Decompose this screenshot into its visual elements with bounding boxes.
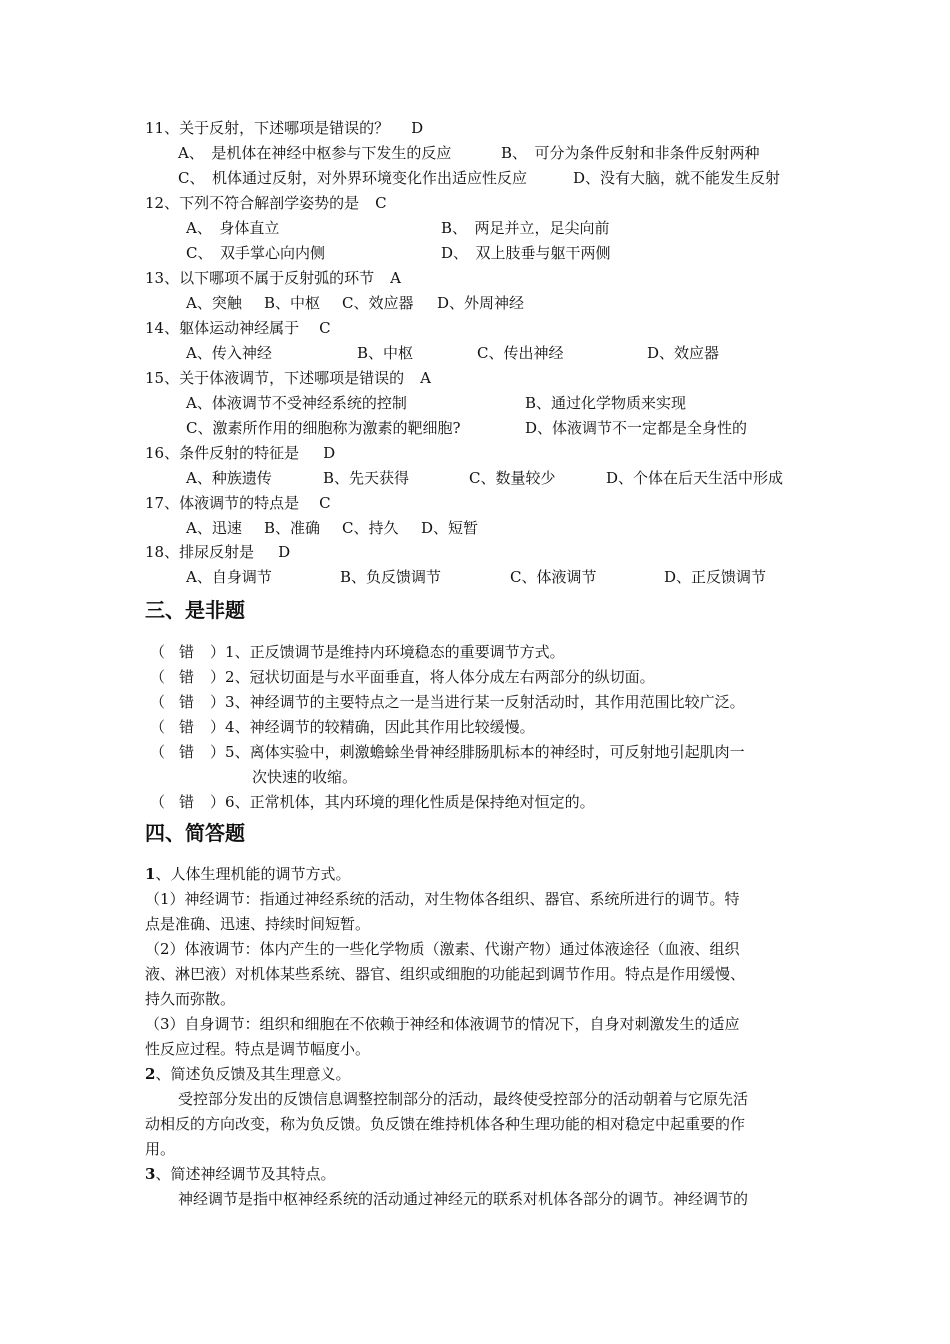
short-q1-p3-line2: 性反应过程。特点是调节幅度小。 <box>145 1040 371 1058</box>
q11-option-d: D、没有大脑，就不能发生反射 <box>573 169 781 187</box>
question-14-answer: C <box>319 319 331 337</box>
tf-item-1: （ 错 ）1、正反馈调节是维持内环境稳态的重要调节方式。 <box>150 643 565 661</box>
short-q1-p1-line2: 点是准确、迅速、持续时间短暂。 <box>145 915 371 933</box>
q15-option-a: A、体液调节不受神经系统的控制 <box>186 394 407 412</box>
question-18-stem: 18、排尿反射是 D <box>145 543 291 561</box>
question-12-stem: 12、下列不符合解剖学姿势的是 C <box>145 194 387 212</box>
q11-option-c: C、 机体通过反射，对外界环境变化作出适应性反应 <box>178 169 527 187</box>
q18-option-b: B、负反馈调节 <box>340 568 442 586</box>
question-17-answer: C <box>319 494 331 512</box>
question-18-answer: D <box>278 543 291 561</box>
tf-item-3: （ 错 ）3、神经调节的主要特点之一是当进行某一反射活动时，其作用范围比较广泛。 <box>150 693 745 711</box>
q14-option-c: C、传出神经 <box>477 344 564 362</box>
short-q2-line3: 用。 <box>145 1140 176 1158</box>
q13-option-a: A、突触 <box>186 294 242 312</box>
q11-option-b: B、 可分为条件反射和非条件反射两种 <box>501 144 760 162</box>
q17-option-c: C、持久 <box>342 519 399 537</box>
short-q1-p2-line3: 持久而弥散。 <box>145 990 236 1008</box>
short-q3-title: 3、简述神经调节及其特点。 <box>145 1165 336 1183</box>
q16-option-b: B、先天获得 <box>323 469 410 487</box>
q14-option-d: D、效应器 <box>647 344 720 362</box>
q17-option-a: A、迅速 <box>186 519 242 537</box>
q18-option-d: D、正反馈调节 <box>664 568 767 586</box>
q16-option-d: D、个体在后天生活中形成 <box>606 469 784 487</box>
question-16-answer: D <box>323 444 336 462</box>
question-14-stem: 14、躯体运动神经属于 C <box>145 319 331 337</box>
tf-item-5: （ 错 ）5、离体实验中，刺激蟾蜍坐骨神经腓肠肌标本的神经时，可反射地引起肌肉一 <box>150 743 745 761</box>
short-q3-line1: 神经调节是指中枢神经系统的活动通过神经元的联系对机体各部分的调节。神经调节的 <box>178 1190 749 1208</box>
question-17-stem: 17、体液调节的特点是 C <box>145 494 331 512</box>
q15-option-c: C、激素所作用的细胞称为激素的靶细胞? <box>186 419 461 437</box>
question-15-answer: A <box>420 369 431 387</box>
q11-option-a: A、 是机体在神经中枢参与下发生的反应 <box>178 144 452 162</box>
short-q2-title: 2、简述负反馈及其生理意义。 <box>145 1065 351 1083</box>
q18-option-a: A、自身调节 <box>186 568 272 586</box>
q15-option-d: D、体液调节不一定都是全身性的 <box>525 419 748 437</box>
q17-option-d: D、短暂 <box>421 519 479 537</box>
q18-option-c: C、体液调节 <box>510 568 597 586</box>
q13-option-c: C、效应器 <box>342 294 414 312</box>
q15-option-b: B、通过化学物质来实现 <box>525 394 687 412</box>
tf-item-6: （ 错 ）6、正常机体，其内环境的理化性质是保持绝对恒定的。 <box>150 793 595 811</box>
section-3-heading: 三、是非题 <box>145 598 245 622</box>
short-q1-p2-line2: 液、淋巴液）对机体某些系统、器官、组织或细胞的功能起到调节作用。特点是作用缓慢、 <box>145 965 746 983</box>
q12-option-a: A、 身体直立 <box>186 219 280 237</box>
section-4-heading: 四、简答题 <box>145 821 245 845</box>
tf-item-4: （ 错 ）4、神经调节的较精确，因此其作用比较缓慢。 <box>150 718 535 736</box>
q16-option-a: A、种族遗传 <box>186 469 272 487</box>
question-11-answer: D <box>411 119 424 137</box>
q12-option-d: D、 双上肢垂与躯干两侧 <box>441 244 611 262</box>
q13-option-d: D、外周神经 <box>437 294 525 312</box>
q13-option-b: B、中枢 <box>264 294 321 312</box>
q17-option-b: B、准确 <box>264 519 321 537</box>
question-16-stem: 16、条件反射的特征是 D <box>145 444 336 462</box>
q16-option-c: C、数量较少 <box>469 469 556 487</box>
short-q1-p3-line1: （3）自身调节：组织和细胞在不依赖于神经和体液调节的情况下，自身对刺激发生的适应 <box>145 1015 740 1033</box>
question-13-stem: 13、以下哪项不属于反射弧的环节 A <box>145 269 401 287</box>
question-12-answer: C <box>375 194 387 212</box>
short-q2-line1: 受控部分发出的反馈信息调整控制部分的活动，最终使受控部分的活动朝着与它原先活 <box>178 1090 749 1108</box>
short-q1-title: 1、人体生理机能的调节方式。 <box>145 865 351 883</box>
q14-option-a: A、传入神经 <box>186 344 272 362</box>
q14-option-b: B、中枢 <box>357 344 414 362</box>
question-11-stem: 11、关于反射，下述哪项是错误的？ D <box>145 119 424 137</box>
tf-item-5-continuation: 次快速的收缩。 <box>252 768 358 786</box>
q12-option-c: C、 双手掌心向内侧 <box>186 244 325 262</box>
short-q2-line2: 动相反的方向改变，称为负反馈。负反馈在维持机体各种生理功能的相对稳定中起重要的作 <box>145 1115 746 1133</box>
question-13-answer: A <box>390 269 401 287</box>
short-q1-p1-line1: （1）神经调节：指通过神经系统的活动，对生物体各组织、器官、系统所进行的调节。特 <box>145 890 740 908</box>
tf-item-2: （ 错 ）2、冠状切面是与水平面垂直，将人体分成左右两部分的纵切面。 <box>150 668 655 686</box>
q12-option-b: B、 两足并立，足尖向前 <box>441 219 610 237</box>
short-q1-p2-line1: （2）体液调节：体内产生的一些化学物质（激素、代谢产物）通过体液途径（血液、组织 <box>145 940 740 958</box>
question-15-stem: 15、关于体液调节，下述哪项是错误的 A <box>145 369 431 387</box>
